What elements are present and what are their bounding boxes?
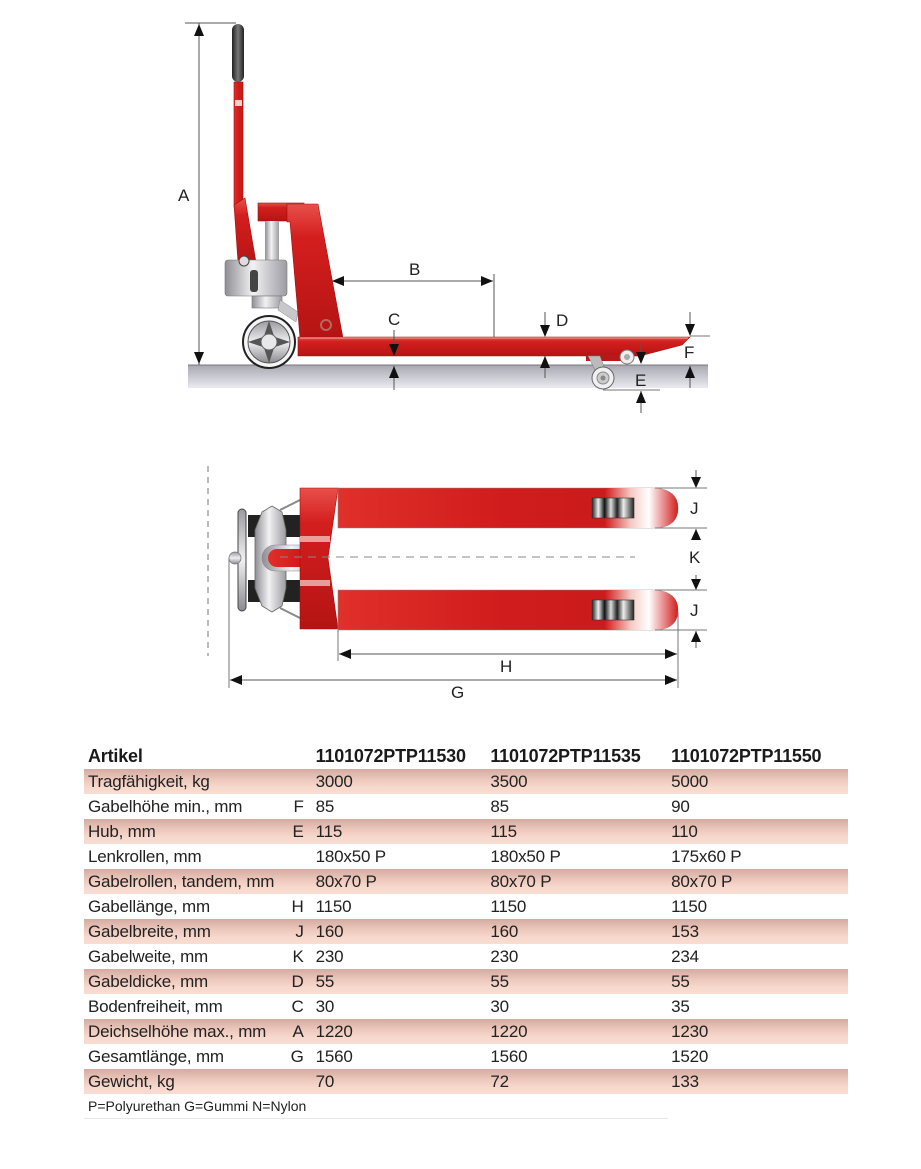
- row-symbol: G: [290, 1047, 304, 1066]
- row-value: 153: [667, 919, 848, 944]
- row-label: Gabellänge, mm: [88, 897, 210, 916]
- row-value: 110: [667, 819, 848, 844]
- header-model-1: 1101072PTP11530: [315, 745, 466, 766]
- row-value: 230: [315, 947, 344, 966]
- row-label: Hub, mm: [84, 819, 278, 844]
- handle-grip: [232, 24, 244, 82]
- table-row: [84, 969, 848, 994]
- row-value: 180x50 P: [315, 847, 386, 866]
- header-symbol: [278, 743, 311, 769]
- row-value: 1150: [671, 897, 707, 916]
- row-symbol: [278, 1069, 311, 1094]
- row-value: 30: [490, 997, 509, 1016]
- dim-label-e: E: [635, 371, 647, 390]
- table-row: [84, 1044, 848, 1069]
- row-symbol: H: [291, 897, 304, 916]
- row-value: 1220: [486, 1019, 667, 1044]
- dim-label-k: K: [689, 548, 701, 567]
- table-row: [84, 894, 848, 919]
- header-model-3: 1101072PTP11550: [671, 745, 822, 766]
- table-row: [84, 1069, 848, 1094]
- table-row: [84, 769, 848, 794]
- dim-label-a: A: [178, 186, 190, 205]
- row-value: 1230: [667, 1019, 848, 1044]
- row-label: Deichselhöhe max., mm: [84, 1019, 278, 1044]
- row-label: Gabelbreite, mm: [84, 919, 278, 944]
- dim-label-j-bottom: J: [690, 601, 699, 620]
- row-value: 1560: [490, 1047, 528, 1066]
- row-symbol: E: [278, 819, 311, 844]
- row-value: 133: [667, 1069, 848, 1094]
- row-value: 160: [486, 919, 667, 944]
- table-header-row: [84, 743, 848, 769]
- row-value: 3500: [486, 769, 667, 794]
- dim-label-g: G: [451, 683, 465, 702]
- row-label: Bodenfreiheit, mm: [88, 997, 223, 1016]
- table-row: [84, 1019, 848, 1044]
- row-symbol: [278, 869, 311, 894]
- row-symbol: J: [278, 919, 311, 944]
- row-symbol: F: [293, 797, 304, 816]
- dim-label-j-top: J: [690, 499, 699, 518]
- row-value: 234: [671, 947, 699, 966]
- row-value: 1220: [312, 1019, 487, 1044]
- table-row: [84, 869, 848, 894]
- table-row: [84, 819, 848, 844]
- row-symbol: D: [278, 969, 311, 994]
- row-symbol: A: [278, 1019, 311, 1044]
- row-value: 85: [315, 797, 335, 816]
- steering-wheel: [243, 316, 295, 368]
- row-value: 85: [490, 797, 509, 816]
- row-label: Gesamtlänge, mm: [88, 1047, 224, 1066]
- row-value: 30: [315, 997, 335, 1016]
- row-label: Gabelhöhe min., mm: [88, 797, 243, 816]
- dim-label-c: C: [388, 310, 401, 329]
- row-value: 55: [667, 969, 848, 994]
- header-label: Artikel: [88, 745, 143, 766]
- row-label: Gabelrollen, tandem, mm: [84, 869, 278, 894]
- dim-label-b: B: [409, 260, 421, 279]
- row-value: 1150: [315, 897, 352, 916]
- row-value: 1150: [490, 897, 527, 916]
- dim-label-f: F: [684, 343, 695, 362]
- header-model-2: 1101072PTP11535: [490, 745, 641, 766]
- row-label: Tragfähigkeit, kg: [84, 769, 278, 794]
- table-row: [84, 794, 848, 819]
- row-value: 180x50 P: [490, 847, 561, 866]
- side-view: [178, 23, 710, 413]
- row-value: 35: [671, 997, 690, 1016]
- table-row: [84, 844, 848, 869]
- row-value: 115: [486, 819, 667, 844]
- row-symbol: [278, 844, 311, 869]
- divider: [84, 1118, 668, 1119]
- row-value: 160: [312, 919, 487, 944]
- row-value: 70: [312, 1069, 487, 1094]
- dim-label-h: H: [500, 657, 513, 676]
- row-label: Gewicht, kg: [84, 1069, 278, 1094]
- row-value: 55: [486, 969, 667, 994]
- top-view: [208, 466, 707, 702]
- row-value: 230: [490, 947, 519, 966]
- row-label: Gabelweite, mm: [88, 947, 209, 966]
- spec-table: [84, 743, 848, 1094]
- row-symbol: C: [291, 997, 304, 1016]
- table-row: [84, 944, 848, 969]
- row-value: 80x70 P: [486, 869, 667, 894]
- material-legend-footnote: P=Polyurethan G=Gummi N=Nylon: [88, 1098, 307, 1114]
- row-label: Gabeldicke, mm: [84, 969, 278, 994]
- row-value: 3000: [312, 769, 487, 794]
- row-value: 1520: [671, 1047, 709, 1066]
- table-row: [84, 994, 848, 1019]
- row-value: 80x70 P: [667, 869, 848, 894]
- row-symbol: K: [292, 947, 304, 966]
- row-value: 80x70 P: [312, 869, 487, 894]
- row-value: 55: [312, 969, 487, 994]
- row-value: 175x60 P: [671, 847, 742, 866]
- row-symbol: [278, 769, 311, 794]
- dim-label-d: D: [556, 311, 569, 330]
- table-row: [84, 919, 848, 944]
- row-value: 1560: [315, 1047, 353, 1066]
- row-value: 5000: [667, 769, 848, 794]
- row-value: 90: [671, 797, 690, 816]
- row-value: 72: [486, 1069, 667, 1094]
- row-label: Lenkrollen, mm: [88, 847, 202, 866]
- row-value: 115: [312, 819, 487, 844]
